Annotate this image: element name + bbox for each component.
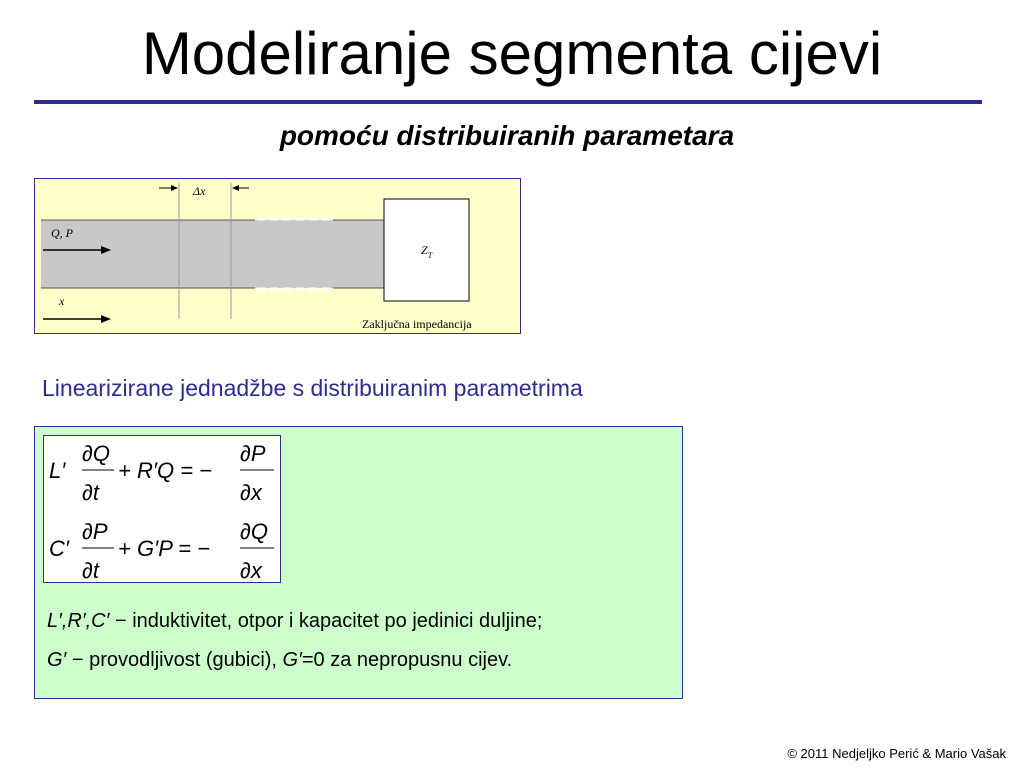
legend-symbol-g-2: G′ <box>282 649 302 671</box>
eq1-num1: ∂Q <box>82 441 110 466</box>
eq2-num2: ∂Q <box>240 519 268 544</box>
eq1-den2: ∂x <box>240 480 262 505</box>
eq1-lead: L′ <box>49 458 66 483</box>
axis-label: x <box>59 294 65 308</box>
eq2-den2: ∂x <box>240 558 262 582</box>
legend-symbol-g: G′ <box>47 649 67 671</box>
eq2-den1: ∂t <box>82 558 99 582</box>
slide-subtitle: pomoću distribuiranih parametara <box>279 120 735 151</box>
legend-dash-1: − <box>114 610 127 632</box>
delta-x-arrowhead-right <box>232 185 239 191</box>
equations-panel <box>34 426 683 699</box>
legend-line-1 <box>47 609 542 633</box>
section-heading: Linearizirane jednadžbe s distribuiranim parametrima <box>42 375 583 401</box>
eq1-num2: ∂P <box>240 441 266 466</box>
eq1-middle: + R′Q = − <box>118 458 213 483</box>
legend-symbols-lrc: L′,R′,C′ <box>47 610 110 632</box>
legend-text-2b: =0 za nepropusnu cijev. <box>301 649 513 671</box>
legend-text-2a: provodljivost (gubici), <box>89 649 277 671</box>
terminal-label-main: Z <box>421 243 428 257</box>
delta-x-arrowhead-left <box>171 185 178 191</box>
legend-text-1: induktivitet, otpor i kapacitet po jedinici duljine; <box>132 610 543 632</box>
eq2-middle: + G′P = − <box>118 536 210 561</box>
pipe-segment-diagram <box>34 178 521 334</box>
equations-box <box>43 435 281 583</box>
legend-dash-2: − <box>71 649 84 671</box>
copyright-notice: © 2011 Nedjeljko Perić & Mario Vašak <box>787 746 1006 761</box>
pipe-diagram-svg <box>35 179 522 335</box>
terminal-caption: Zaključna impedancija <box>362 317 472 331</box>
slide-title: Modeliranje segmenta cijevi <box>141 20 883 87</box>
equations-svg <box>44 436 280 582</box>
pipe-body <box>41 220 385 288</box>
legend-line-2 <box>47 648 512 672</box>
eq1-den1: ∂t <box>82 480 99 505</box>
axis-arrowhead <box>101 315 111 323</box>
eq2-num1: ∂P <box>82 519 108 544</box>
delta-x-label: Δx <box>193 184 206 198</box>
flow-label: Q, P <box>51 226 73 240</box>
eq2-lead: C′ <box>49 536 70 561</box>
terminal-label-sub: T <box>427 251 433 260</box>
title-divider <box>34 100 982 104</box>
